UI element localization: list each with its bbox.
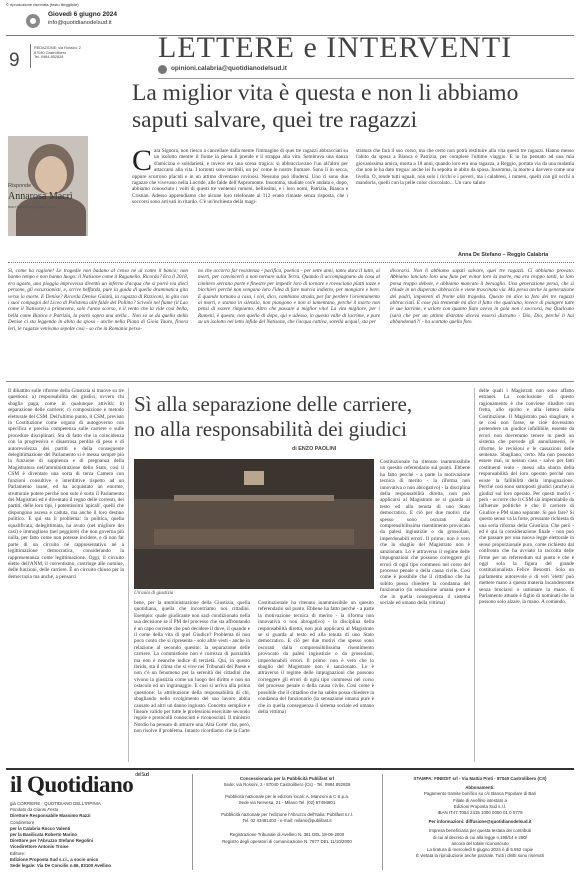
address-line: Tel. 0984-852828	[34, 55, 64, 60]
reply-column-3: divorarsi. Non li abbiamo saputi salvare, quei tre ragazzi. Ci abbiamo provato. Abbiamo lanciato loro una fune per evitar loro la morte, ma era troppo tardi, la loro presa troppo debole, e abbiamo mancato il bersaglio. Una generazione persa, che si chiude in un disperato abbraccio e viene trascinata via. Ma persa anche la generazione dei padri, impotenti di fronte alla tragedia. Questo mi dice la foto dei tre ragazzi abbracciati. E cose più tremende mi dice il fatto che qualcuno, invece di piangere tutte le sue lacrime, e urlare con quanto fiato aveva in gola non i soccorsi, ma Qualcuno (sarà che per un attimo distratto diceva essersi distratto - Dio, Dio, perché li hai abbandonati?! - ha scattato quella foto.	[390, 268, 574, 326]
article2-right-column: delle quali i Magistrati non sono affatto estranei. La conclusione di questo ragionamento è che conviene ribadire con fretta, allo spirito e alla lettera della Costituzione. Il Magistrato può sbagliare, e se così non fosse, se cioè dovessimo pretendere un giudice infallibile, essente da errori non dovremmo tenere in piedi un sistema che prevede gli annullamenti, le riforme, le revisioni e le cassazioni delle sentenze. Sbagliano, certo. Ma non possono essere mai, in nessun caso - salvo per fatti costituenti reato - messi alla sbarra della responsabilità del loro operato perché non esiste la fallibilità della impugnazione. Perché così sono sottoposti giudici (anche) ai giudizi sul loro operato. Per questi motivi - però - occorre che il CSM sia imperniabile da influenze politiche e che il carriere di Giudice e PM siano separate. Si può fare? Si questo senso va la forte, pressante richiesta di una seria riforma della Giustizia. Che però - ed è qui la considerazione finale - non può che passare per una nuova legge elettorale in senso proporzionale puro, come richiesto dal confronto che ha avviato la raccolta delle firme per un referendum sul punto e che è oggi sola la figura del grande costituzionalista Felice Besostri. Solo un parlamento autorevole e di veri 'eletti' può mettere mano a questa materia incandescente senza bruciarsi o ustionare la mano. E Parlamento attuale è figlio di nominati che la possono solo alzare, la mano. A comando.	[479, 388, 574, 606]
author-name: Annarosa Macrì	[8, 191, 73, 202]
author-email: macriannarosa@gmail.com	[8, 204, 55, 209]
top-notice: © riproduzione riservata (testo illeggibile)	[6, 2, 79, 7]
logo-q-icon	[26, 14, 40, 28]
header-date: Giovedì 6 giugno 2024	[48, 11, 117, 18]
title-line: La miglior vita è questa e non li abbiamo	[132, 80, 519, 106]
article2-mid-column-2: Costituzionale ha ritenuto inammissibile un quesito referendario sul punto. Ebbene ha fatto perché - a parte la motivazione tecnica di merito - la riforma non innovativa o non abrogativo) - la disciplina della responsabilità diretta, non può applicarsi al Magistrato se si guarda al testo ed alla tenuta di uno Stato democratico. E ciò per due motivi che spesso sono oscurati dalla comprensibilissima risentimento provocato da palesi ingiustizie o da grossolani, imperdonabili errori. Il primo: non è vero che lo sbaglio del Magistrato non è sanzionato. Lo è attraverso il regime delle impugnazioni che possono correggere gli errori di ogni tipo commessi nel corso del processo penale o della causa civile. Così come è possibile che il cittadino che ha subìto possa chiedere la condanna del funzionario (la sensazione umana pure è che in quella conseguenza il sistema sociale ed umano della vittima)	[258, 600, 374, 715]
header-site: info@quotidianodelsud.it	[48, 20, 112, 26]
letter-column-1: Cara Signora, non riesco a cancellare dalla mente l'immagine di quei tre ragazzi abbracciati su un isolotto mentre il fiume in piena li prende e li strappa alla vita. Sembrava una danza d'amicizia e solidarietà, e invece era una scena tragica: si abbracciavano l'un all'altro per attaccarsi alla vita. I torrenti sono terribili, un po' come le nostre fiumare. Sono lì in secca, oppure scorrono placidi e in un attimo diventano rovinosi. Nessuno può illudersi. Uno ci sono due ragazze che vivevano nella Locride, alle falde dell'Aspromonte. Insomma, studiate cos'è andata e, dopo, abbiamo conosciuto i volti di questi tre ventenni rumeni, bellissimi, e i loro nomi, Patrizia, Bianca e Cristian. Adesso apprendiamo che alcune loro telefonate al 112 erano rimaste senza risposta, che i soccorsi sono arrivati in ritardo. C'è un'inchiesta della magi-	[132, 148, 348, 206]
masthead: già CORRIERE - QUOTIDIANO DELL'IRPINIA Fondato da Gianni Festa Direttore Responsabile Massimo Razzi Condirettore per la Calabria Rocco Valenti per la Basilicata Roberto Marino Direttore per l'Abruzzo Stefano Regolini Vicedirettore Antonio Troise Editore: Edizione Proposta Sud s.r.l., a socio unico Sede legale: Via De Concilis n.66, 83100 Avellino	[10, 801, 112, 869]
header-email: opinioni.calabria@quotidianodelsud.it	[171, 65, 287, 72]
address-line: 87040 Castrolibero	[34, 50, 67, 55]
article2-mid-column-3: Costituzionale ha ritenuto inammissibile un quesito referendario sul punto. Ebbene ha fatto perché - a parte la motivazione tecnica di merito - la riforma non innovativa o non abrogativo) - la disciplina della responsabilità diretta, non può applicarsi al Magistrato se si guarda al testo ed alla tenuta di uno Stato democratico. E ciò per due motivi che spesso sono oscurati dalla comprensibilissima risentimento provocato da palesi ingiustizie o da grossolani, imperdonabili errori. Il primo: non è vero che lo sbaglio del Magistrato non è sanzionato. Lo è attraverso il regime delle impugnazioni che possono correggere gli errori di ogni tipo commessi nel corso del processo penale o della causa civile. Così come è possibile che il cittadino che ha subìto possa chiedere la condanna del funzionario (la sensazione umana pure è che in quella conseguenza il sistema sociale ed umano della vittima)	[380, 459, 470, 606]
section-title: LETTERE e INTERVENTI	[158, 31, 513, 64]
drop-cap: C	[132, 148, 153, 177]
article1-title	[132, 80, 574, 134]
title-line: saputi salvare, quei tre ragazzi	[132, 107, 418, 133]
reply-column-2: no che occorra far resistenza - pacifica, poetica - per sette anni, tanto dura il lutto, ai morti, per convincerli a non tornare sulla Terra. Quando il accompagnano da casa al cimitero serrano porte e finestre per impedir loro di tornare e rovesciano piatti tazze e bicchieri perché non vengano loro l'idea di fare marcia indietro, per mangiare e bere. E quando tornano a casa, i vivi, dico, cambiano strada, per far perdere l'orientamento ai morti, e stanno in silenzio, non piangono e non si lamentano, perché il morto non pensi di essere rimpianto. Altro che passare a miglior vita! La vita migliore, per i Rumeni, è questa, non quella di dopo, qui e adesso, in questa valle di lacrime, e pure su un isolotto nel letto infido del Natisone, che l'acqua cattiva, sorella acqua!, sta per	[198, 268, 380, 326]
courtroom-photo	[134, 459, 374, 589]
letter-column-2: stratura che farà il suo corso, ma che certo non potrà restituire alla vita questi tre ragazzi. Hanno messo l'abito da sposa a Bianca e Patrizia, per compiere l'ultimo viaggio. E io ho pensato ad una mia giovanissima amica, morta a 18 anni, quando loro era una ragazza, a Reggio, portata via da una malattia che non le ha dato tregua: anche lei fu sepolta in abito da sposa. Insomma, la morte a davvero come una livella. O, rende tutti uguali, non solo i ricchi e i poveri, ma i calabresi, i rumeni, quelli con gli occhi a mandorla, quelli con la pelle color cioccolato... Un caro saluto	[356, 148, 574, 187]
title-line: no alla responsabilità dei giudici	[134, 417, 407, 441]
print-block: STAMPA: FINEDIT srl - Via Mattia Preti - 87040 Castrolibero (CS) Abbonamenti: Pagamento tramite bonifico su c/c Banca Popolare di Bari Filiale di Avellino intestato a Edizioni Proposta Sud s.r.l. IBAN IT47 T054 2415 1000 0000 01 0 0779 Per informazioni: diffusione@quotidianodelsud.it Impresa beneficiaria per questa testata dei contributi di cui al decreto di cui alla legge n.198/14 e 250/ ancora del totale riconosciuto La tiratura di mercoledì 5 giugno 2024 è di 5.552 copie È vietata la riproduzione anche parziale. Tutti i diritti sono riservati	[413, 776, 547, 859]
article2-left-column: Il dibattito sulle riforme della Giustizia si muove su tre questioni: a) responsabilità dei giudici, ovvero chi sbaglia paga, come in qualunque attività; b) separazione delle carriere; c) composizione e metodo elettorale del CSM. Dell'ultimo punto, il CSM, previsto in Costituzione come organo di autogoverno con specifica e precisa competenza sulle carriere e sulle procedure disciplinari. Sta di fatto che in coincidenza con la progressiva e disastrosa perdita di peso e di autorevolezza dei partiti e della conseguente delegittimazione del Parlamento si è messa sempre più la funzione di supplenza e di pregnanza della Magistratura nell'amministrazione dello Stato, così il CSM è diventato una sorta di terza Camera con funzioni consultive e interdittive rispetto ad un Parlamento inane, ed ha acquistato un enorme, strutturale potere perché non solo è sorto il Parlamento dei Magistrati ed è diventato il regno delle correnti, dei partiti, delle loro tipi, i potentissimi 'apicali', quelli che dispongono ascesa e caduta, ma anche il loro destino politico. E qui sta il problema: la politica, quella squalificata, delegittimata, ha avuto (nel migliore dei casi) e immoglioso (nel peggiore) che non governa più nulla, per fatto come non potesse incidere, e di non far parte di un circuito né rappresentativo né a legittimazione democratica, considerando la rappresentanza come legittimazione. Oggi, il circuito eletto dell'ANM, il correntismo, costringe alle nomine, delle funzioni, delle carriere. È un circuito chiuso per la democrazia ma anche, a pensarci	[8, 388, 124, 580]
article2-byline: di ENZO PAOLINI	[292, 446, 337, 452]
article2-title	[134, 392, 464, 442]
letter-signature: Anna De Stefano – Reggio Calabria	[458, 252, 549, 258]
address-line: REDAZIONE: via Rossini, 2	[34, 46, 81, 50]
header-address	[34, 46, 124, 60]
reply-column-1: Sì, come ha ragione! Le tragedie non badano al censo né al conto il banco; non hanno tempo e non hanno luogo: il Natisone come il Raganello. Ricorda? Era il 2018, era agosto, una pioggia improvvisa diventò un inferno d'acqua che si portò via dieci persone, gli escursionisti, e, scrive beffarda, pure la guida di quella drammatica gita verso la morte. E Denise? Ricorda Denise Galatà, la ragazza di Rizziconi, in gita con i suoi compagni del Liceo di Polistena alle falde del Pollino? Scivolò nel fiume (il Lao come il Natisone) a primavera, solo l'anno scorso, e il vento che la vide così bella, bella come Bianca e Patrizia, la portò sopra una stella... Non so se da quella stella Denise ci sta leggendo in abito da sposa - anche nella Piana di Gioia Tauro, finora leri, le ragazze venivano sepolte così - so che in Romania perso-	[8, 268, 188, 332]
footer-logo	[10, 772, 149, 798]
logo-name: il Quotidiano	[10, 772, 134, 797]
ads-block: Concessionaria per la Pubblicità Publifast srl Sede: via Rossini, 2 - 87040 Castrolibero (Cs) - Tel. 0984 852828 Pubblicità nazionale per le edizioni locali: A. Manzoni & C S.p.a. Sede via Nervesa, 21 - Milano Tel. (02) 57494801 Pubblicità nazionale per l'edizione l'Abruzzo dell'Italia: Publifast s.r.l. Tel. 02 43481403 - e-mail: milano@publifast.it Registrazione Tribunale di Avellino N. 381 DEL 18-05-2000 Registro degli operatori di comunicazione N. 7877 DEL 11/10/2000	[221, 776, 353, 844]
photo-caption: Un'aula di giustizia	[134, 591, 174, 596]
title-line: Sì alla separazione delle carriere,	[134, 392, 413, 416]
email-icon	[158, 65, 167, 74]
article2-mid-column-1: bene, per la amministrazione della Giustizia, quella quotidiana, quella che incontriamo noi cittadini. Esempio: quale giudicante non sarà condizionato nella sua decisione se il PM del processo che sta affrontando è un capo corrente che può decidere il dove, il quando e il come della vita di quel Giudice? Problema di non poco conto che si ripresenta - solo altre vesti - anche in relazione al secondo quesito: la separazione delle carriere. La commistione non è correzza di parzialità ma non è neanche indice di terzietà. Qui, in questo ibrido, sta il clima che si vive nei Tribunali del Paese e non c'è un fenomeno per la serenità dei cittadini che vivono la giustizia come un luogo del diritto e non un ostacolo ed un ingranaggio. E così si arriva alla prima questione: la attribuzione della responsabilità di chi, sbagliando nello svolgimento del suo lavoro abbia causato ad altri un danno ingiusto. Concetto semplice e lineare valido per tutte le professioni esercitate secondo regole e protocolli conosciuti e riconosciuti. Il ministro Nordio ha pensato di attrarre una 'Alta Corte' che, però, non risolve il problema. Intanto ricordiamo che la Carte	[134, 600, 250, 735]
page-number: 9	[9, 50, 20, 71]
logo-suffix: del Sud	[135, 772, 149, 778]
kicker: Risponde	[8, 183, 32, 189]
